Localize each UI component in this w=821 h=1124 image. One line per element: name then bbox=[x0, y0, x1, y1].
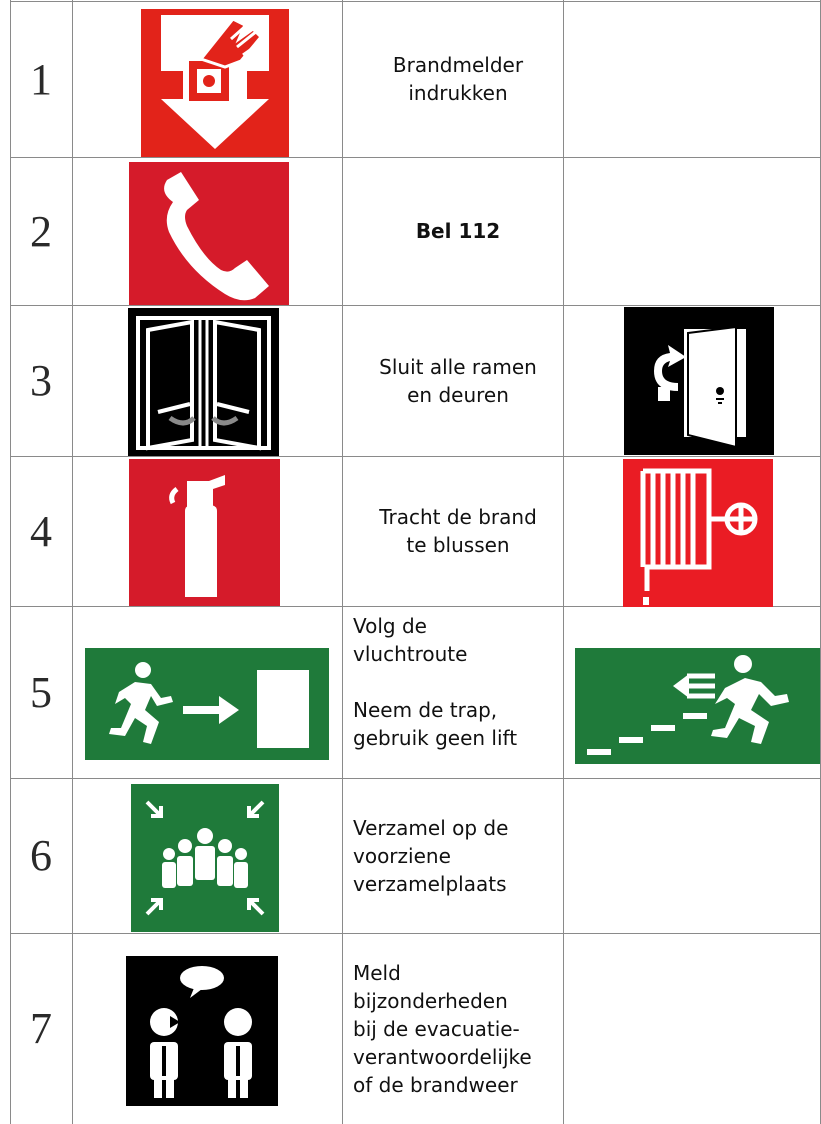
step-number: 2 bbox=[30, 206, 52, 256]
step-number: 1 bbox=[30, 54, 52, 104]
instruction-line: Sluit alle ramen bbox=[379, 354, 537, 379]
instruction-text bbox=[343, 1, 573, 157]
table-row bbox=[10, 456, 820, 606]
table-row bbox=[10, 305, 820, 456]
instruction-line: verzamelplaats bbox=[353, 871, 507, 896]
instruction-line: bijzonderheden bbox=[353, 988, 508, 1013]
instruction-line: vluchtroute bbox=[353, 642, 468, 666]
instruction-text bbox=[343, 778, 573, 933]
instruction-text bbox=[343, 157, 573, 305]
instruction-line: Verzamel op de bbox=[353, 815, 509, 840]
instruction-line: en deuren bbox=[407, 382, 509, 407]
table-row bbox=[10, 1, 820, 157]
instruction-line: of de brandweer bbox=[353, 1072, 518, 1097]
instruction-line: Tracht de brand bbox=[379, 505, 537, 529]
table-row bbox=[10, 778, 820, 933]
table-row bbox=[10, 933, 820, 1124]
step-number: 6 bbox=[30, 831, 52, 880]
step-number: 5 bbox=[30, 667, 52, 717]
instruction-line: gebruik geen lift bbox=[353, 726, 518, 750]
escape-stairs-icon bbox=[575, 648, 820, 764]
instruction-line: Brandmelder bbox=[392, 53, 524, 77]
instruction-line: te blussen bbox=[406, 533, 510, 557]
instruction-text bbox=[343, 456, 573, 606]
close-windows-icon bbox=[128, 308, 279, 456]
fire-hose-reel-icon bbox=[623, 459, 773, 607]
emergency-phone-icon bbox=[129, 162, 289, 305]
assembly-point-icon bbox=[131, 784, 279, 932]
instruction-line: voorziene bbox=[353, 843, 451, 868]
instruction-line: verantwoordelijke bbox=[353, 1044, 532, 1069]
instruction-text bbox=[343, 305, 573, 456]
instruction-line: Meld bbox=[353, 960, 401, 985]
close-door-icon bbox=[624, 307, 774, 455]
table-row bbox=[10, 157, 820, 305]
instruction-line: Neem de trap, bbox=[353, 698, 498, 722]
fire-extinguisher-icon bbox=[129, 459, 280, 606]
report-to-person-icon bbox=[126, 956, 278, 1106]
instruction-line: Bel 112 bbox=[415, 219, 501, 243]
instruction-line: Volg de bbox=[353, 614, 427, 638]
step-number: 4 bbox=[30, 506, 52, 556]
table-row bbox=[10, 606, 820, 778]
instruction-text bbox=[343, 933, 573, 1124]
instruction-line: bij de evacuatie- bbox=[353, 1016, 520, 1041]
step-number: 3 bbox=[30, 356, 52, 405]
instruction-line: indrukken bbox=[408, 81, 508, 105]
instruction-text bbox=[343, 612, 573, 778]
fire-alarm-call-point-icon bbox=[141, 9, 289, 157]
step-number: 7 bbox=[30, 1004, 52, 1053]
emergency-exit-icon bbox=[85, 648, 329, 760]
